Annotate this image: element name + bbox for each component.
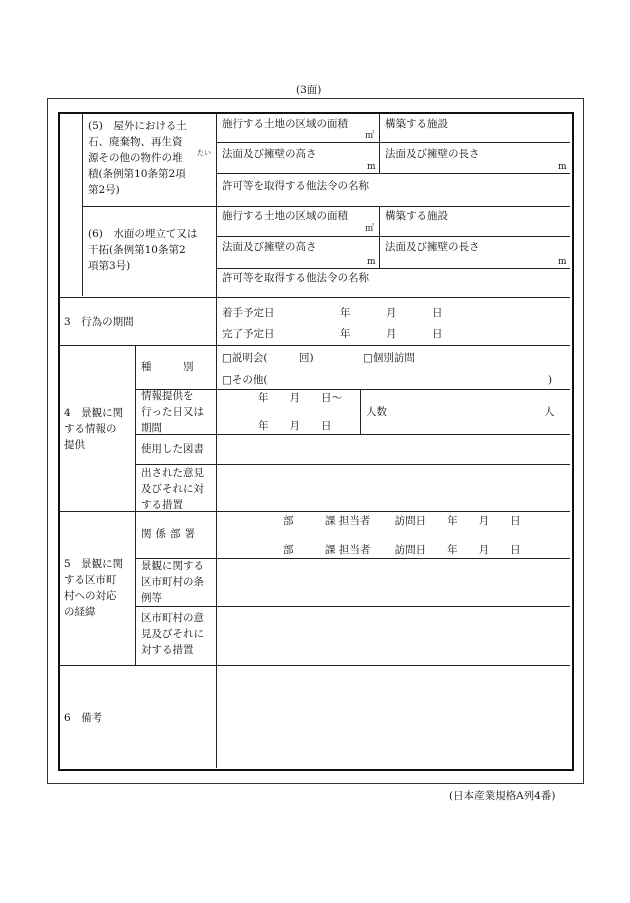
item6-height-label: 法面及び擁壁の高さ — [222, 241, 317, 253]
item6-length-unit: m — [558, 257, 567, 267]
start-day: 日 — [432, 307, 443, 319]
dept-row-1: 部 課 担当者 訪問日 年 月 日 — [283, 515, 521, 527]
item5-length-unit: m — [558, 162, 567, 172]
item5-area-unit: ㎡ — [365, 131, 375, 141]
item5-height-label: 法面及び擁壁の高さ — [222, 148, 317, 160]
info-date-label: 情報提供を 行った日又は 期間 — [141, 390, 204, 434]
item5-area-label: 施行する土地の区域の面積 — [222, 118, 348, 130]
item6-area-label: 施行する土地の区域の面積 — [222, 210, 348, 222]
item6-facility-label: 構築する施設 — [385, 210, 448, 222]
item5-permit-label: 許可等を取得する他法令の名称 — [222, 180, 369, 192]
people-count-unit: 人 — [544, 406, 555, 418]
start-year: 年 — [340, 307, 351, 319]
item5-ruby: たい — [197, 149, 211, 157]
section4-title: 4 景観に関 する情報の 提供 — [64, 407, 124, 451]
item5-facility-label: 構築する施設 — [385, 118, 448, 130]
opinions-measures-label: 出された意見 及びそれに対 する措置 — [141, 467, 204, 511]
item6-description: (6) 水面の埋立て又は 干拓(条例第10条第2 項第3号) — [88, 228, 198, 272]
info-date-start: 年 月 日〜 — [258, 392, 342, 404]
item6-length-label: 法面及び擁壁の長さ — [385, 241, 480, 253]
item6-permit-label: 許可等を取得する他法令の名称 — [222, 272, 369, 284]
option-other[interactable]: □その他( — [222, 374, 268, 386]
start-date-label: 着手予定日 — [222, 307, 275, 319]
item5-length-label: 法面及び擁壁の長さ — [385, 148, 480, 160]
section6-title: 6 備考 — [64, 712, 103, 724]
item5-height-unit: m — [367, 162, 376, 172]
type-label: 種 別 — [141, 361, 194, 373]
info-date-end: 年 月 日 — [258, 420, 332, 432]
end-day: 日 — [432, 328, 443, 340]
end-date-label: 完了予定日 — [222, 328, 275, 340]
end-year: 年 — [340, 328, 351, 340]
option-individual-visit[interactable]: □個別訪問 — [363, 352, 415, 364]
end-month: 月 — [386, 328, 397, 340]
item5-description: (5) 屋外における土 石、廃棄物、再生資 源その他の物件の堆 積(条例第10条第2項 第2号) — [88, 120, 187, 196]
option-other-close: ) — [548, 374, 553, 386]
municipal-opinion-label: 区市町村の意 見及びそれに 対する措置 — [141, 612, 204, 656]
documents-used-label: 使用した図書 — [141, 443, 204, 455]
section5-title: 5 景観に関 する区市町 村への対応 の経緯 — [64, 558, 124, 618]
footer-spec: (日本産業規格A列4番) — [449, 790, 556, 802]
option-briefing[interactable]: □説明会( 回) — [222, 352, 314, 364]
dept-row-2: 部 課 担当者 訪問日 年 月 日 — [283, 544, 521, 556]
start-month: 月 — [386, 307, 397, 319]
people-count-label: 人数 — [366, 406, 387, 418]
section3-title: 3 行為の期間 — [64, 316, 134, 328]
item6-height-unit: m — [367, 257, 376, 267]
municipal-ordinance-label: 景観に関する 区市町村の条 例等 — [141, 560, 204, 604]
item6-area-unit: ㎡ — [365, 224, 375, 234]
page-label: (3面) — [296, 84, 322, 96]
related-dept-label: 関係部署 — [141, 528, 199, 540]
